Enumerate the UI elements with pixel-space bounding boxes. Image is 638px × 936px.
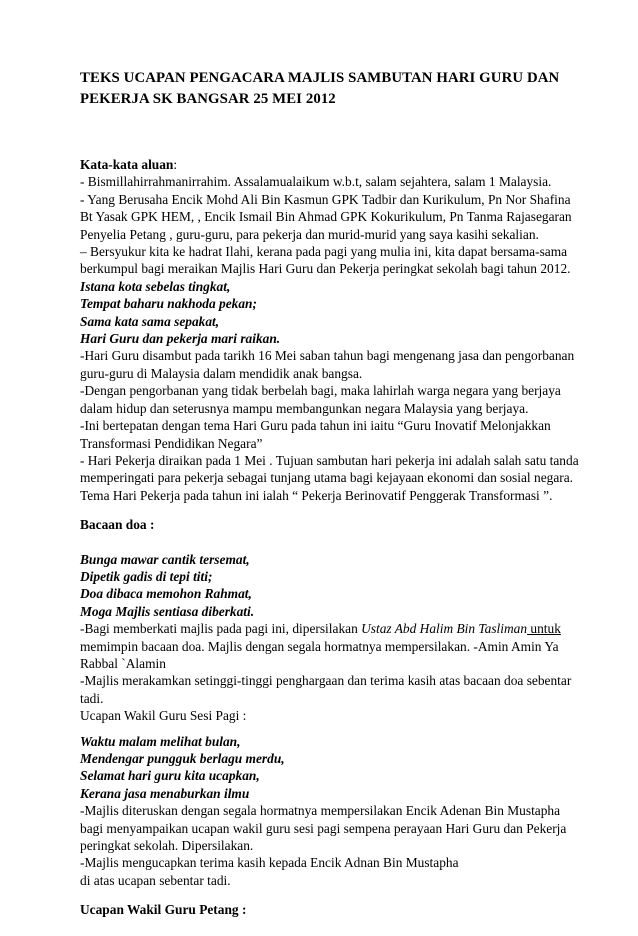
paragraph-line: memimpin bacaan doa. Majlis dengan segala hormatnya mempersilakan. -Amin Amin Ya: [80, 638, 559, 654]
aluan-colon: :: [173, 157, 178, 172]
paragraph-line: -Majlis mengucapkan terima kasih kepada Encik Adnan Bin Mustapha: [80, 855, 459, 871]
ustaz-name: Ustaz Abd Halim Bin Tasliman: [361, 621, 528, 637]
pantun-line: Moga Majlis sentiasa diberkati.: [80, 603, 255, 619]
paragraph-line: -Majlis merakamkan setinggi-tinggi penghargaan dan terima kasih atas bacaan doa sebentar: [80, 673, 572, 689]
title-line-1: TEKS UCAPAN PENGACARA MAJLIS SAMBUTAN HARI GURU DAN: [80, 70, 560, 86]
paragraph-line: guru-guru di Malaysia dalam mendidik anak bangsa.: [80, 365, 363, 381]
paragraph-line: -Hari Guru disambut pada tarikh 16 Mei saban tahun bagi mengenang jasa dan pengorbanan: [80, 348, 575, 364]
ucapan-petang-heading: Ucapan Wakil Guru Petang :: [80, 902, 247, 918]
paragraph-line: di atas ucapan sebentar tadi.: [80, 872, 231, 888]
aluan-line: - Bismillahirrahmanirrahim. Assalamualaikum w.b.t, salam sejahtera, salam 1 Malaysia.: [80, 174, 552, 190]
pantun-line: Doa dibaca memohon Rahmat,: [80, 586, 252, 602]
page-title: [80, 68, 570, 110]
aluan-line: - Yang Berusaha Encik Mohd Ali Bin Kasmun GPK Tadbir dan Kurikulum, Pn Nor Shafina: [80, 191, 571, 207]
title-line-2: PEKERJA SK BANGSAR 25 MEI 2012: [80, 91, 336, 107]
aluan-label: Kata-kata aluan: [80, 157, 174, 172]
paragraph-line: Transformasi Pendidikan Negara”: [80, 435, 263, 451]
paragraph-line: memperingati para pekerja sebagai tunjang utama bagi kejayaan ekonomi dan sosial negara.: [80, 470, 574, 486]
doa-invite-line: [80, 620, 570, 637]
paragraph-line: bagi menyampaikan ucapan wakil guru sesi pagi sempena perayaan Hari Guru dan Pekerja: [80, 820, 567, 836]
pantun-line: Dipetik gadis di tepi titi;: [80, 568, 213, 584]
pantun-line: Istana kota sebelas tingkat,: [80, 278, 231, 294]
paragraph-line: - Hari Pekerja diraikan pada 1 Mei . Tujuan sambutan hari pekerja ini adalah salah satu tanda: [80, 452, 579, 468]
paragraph-line: -Ini bertepatan dengan tema Hari Guru pada tahun ini iaitu “Guru Inovatif Melonjakkan: [80, 418, 551, 434]
aluan-line: berkumpul bagi meraikan Majlis Hari Guru dan Pekerja peringkat sekolah bagi tahun 2012.: [80, 261, 571, 277]
paragraph-line: peringkat sekolah. Dipersilakan.: [80, 838, 254, 854]
aluan-label-line: [80, 156, 570, 173]
paragraph-line: tadi.: [80, 690, 104, 706]
paragraph-line: dalam hidup dan seterusnya mampu membangunkan negara Malaysia yang berjaya.: [80, 400, 529, 416]
pantun-line: Kerana jasa menaburkan ilmu: [80, 785, 250, 801]
paragraph-line: Tema Hari Pekerja pada tahun ini ialah “ Pekerja Berinovatif Penggerak Transformasi ”.: [80, 487, 553, 503]
bacaan-doa-heading: Bacaan doa :: [80, 517, 155, 533]
pantun-line: Bunga mawar cantik tersemat,: [80, 551, 250, 567]
pantun-line: Tempat baharu nakhoda pekan;: [80, 296, 257, 312]
paragraph-line: Rabbal `Alamin: [80, 655, 166, 671]
paragraph-line: -Majlis diteruskan dengan segala hormatnya mempersilakan Encik Adenan Bin Mustapha: [80, 803, 561, 819]
aluan-line: Penyelia Petang , guru-guru, para pekerja dan murid-murid yang saya kasihi sekalian.: [80, 226, 539, 242]
aluan-line: Bt Yasak GPK HEM, , Encik Ismail Bin Ahmad GPK Kokurikulum, Pn Tanma Rajasegaran: [80, 209, 572, 225]
ucapan-pagi-label: Ucapan Wakil Guru Sesi Pagi :: [80, 708, 247, 724]
pantun-line: Mendengar pungguk berlagu merdu,: [80, 751, 285, 766]
doa-invite-post: untuk: [527, 621, 561, 637]
pantun-line: Waktu malam melihat bulan,: [80, 733, 241, 749]
paragraph-line: -Dengan pengorbanan yang tidak berbelah bagi, maka lahirlah warga negara yang berjaya: [80, 383, 561, 399]
document-page: [80, 68, 579, 936]
pantun-line: Sama kata sama sepakat,: [80, 313, 220, 329]
pantun-line: Hari Guru dan pekerja mari raikan.: [80, 331, 281, 347]
aluan-line: – Bersyukur kita ke hadrat Ilahi, kerana pada pagi yang mulia ini, kita dapat bersama-sama: [80, 244, 568, 260]
pantun-line: Selamat hari guru kita ucapkan,: [80, 768, 260, 784]
doa-invite-pre: -Bagi memberkati majlis pada pagi ini, dipersilakan: [80, 621, 362, 637]
